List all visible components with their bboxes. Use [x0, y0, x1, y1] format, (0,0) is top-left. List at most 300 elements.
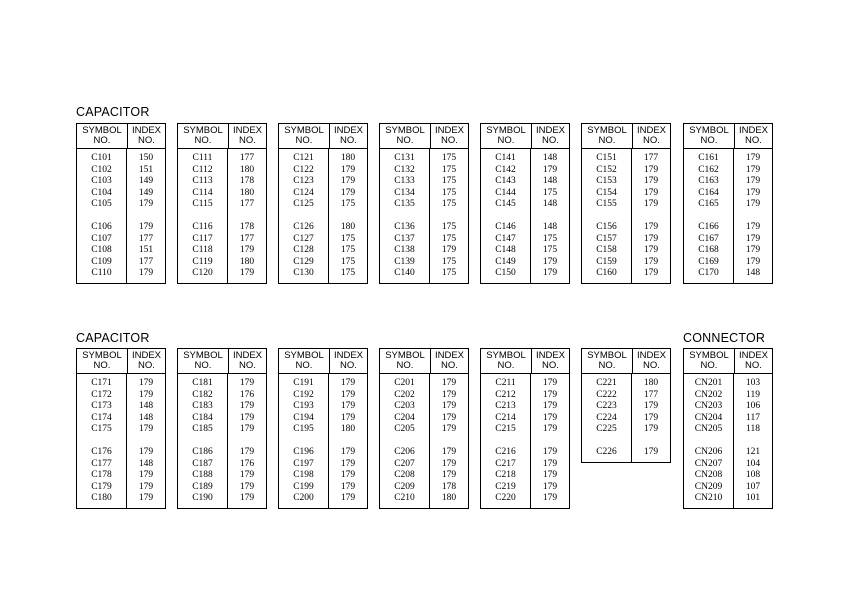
symbol-cell: C108 — [91, 245, 112, 255]
index-column — [734, 149, 772, 283]
symbol-cell: C177 — [91, 458, 112, 469]
symbol-column — [178, 149, 228, 283]
symbol-cell: C143 — [495, 176, 516, 186]
index-cell: 175 — [542, 245, 558, 255]
row-group-gap — [531, 436, 569, 448]
header-label: INDEX — [232, 350, 263, 361]
header-label: INDEX — [232, 125, 263, 136]
header-label: NO. — [93, 135, 111, 146]
index-cell: 179 — [441, 412, 457, 423]
table-header — [481, 124, 569, 149]
index-column — [127, 149, 165, 283]
symbol-cell: C201 — [394, 378, 415, 388]
symbol-cell: C133 — [394, 176, 415, 186]
symbol-cell: C104 — [91, 187, 112, 198]
header-label: SYMBOL — [486, 350, 526, 361]
symbol-no-header — [380, 124, 431, 148]
header-label: NO. — [295, 360, 313, 371]
symbol-cell: C134 — [394, 187, 415, 198]
index-column — [632, 374, 670, 462]
symbol-cell: CN202 — [694, 389, 723, 400]
symbol-cell: C197 — [293, 458, 314, 469]
index-cell: 180 — [441, 493, 457, 503]
header-label: SYMBOL — [82, 350, 122, 361]
index-cell: 179 — [239, 268, 255, 278]
symbol-cell: C131 — [394, 153, 415, 163]
header-label: NO. — [700, 135, 718, 146]
header-label: SYMBOL — [587, 350, 627, 361]
symbol-cell: C140 — [394, 268, 415, 278]
index-cell: 175 — [441, 256, 457, 267]
index-cell: 179 — [340, 458, 356, 469]
index-cell: 180 — [340, 153, 356, 163]
header-label: NO. — [643, 135, 660, 146]
symbol-cell: C206 — [394, 447, 415, 457]
index-cell: 179 — [340, 378, 356, 388]
header-label: NO. — [441, 360, 458, 371]
index-cell: 177 — [239, 199, 255, 209]
index-cell: 179 — [441, 424, 457, 434]
symbol-cell: C210 — [394, 493, 415, 503]
symbol-cell: C212 — [495, 389, 516, 400]
index-cell: 175 — [340, 233, 356, 244]
index-cell: 179 — [643, 424, 659, 434]
row-group-gap — [481, 211, 530, 223]
row-group-gap — [734, 436, 772, 448]
symbol-cell: C106 — [91, 222, 112, 232]
symbol-cell: C163 — [698, 176, 719, 186]
table-body — [380, 149, 468, 283]
symbol-cell: C223 — [596, 401, 617, 411]
symbol-no-header — [178, 124, 229, 148]
index-cell: 175 — [441, 199, 457, 209]
index-cell: 179 — [138, 493, 154, 503]
symbol-cell: CN201 — [694, 378, 723, 388]
index-table — [76, 123, 166, 284]
symbol-cell: C185 — [192, 424, 213, 434]
symbol-no-header — [684, 124, 735, 148]
table-header — [380, 349, 468, 374]
header-label: SYMBOL — [587, 125, 627, 136]
index-cell: 175 — [340, 199, 356, 209]
table-header — [582, 124, 670, 149]
index-cell: 175 — [340, 245, 356, 255]
symbol-cell: C107 — [91, 233, 112, 244]
symbol-cell: C149 — [495, 256, 516, 267]
index-cell: 178 — [239, 176, 255, 186]
index-cell: 179 — [643, 447, 659, 457]
table-header — [279, 349, 367, 374]
header-label: INDEX — [434, 125, 465, 136]
symbol-cell: C138 — [394, 245, 415, 255]
table-header — [380, 124, 468, 149]
index-column — [329, 374, 367, 508]
header-label: INDEX — [535, 350, 566, 361]
row-group-gap — [684, 436, 733, 448]
header-label: NO. — [497, 360, 515, 371]
index-cell: 118 — [746, 424, 760, 434]
index-no-header — [633, 124, 670, 148]
index-cell: 176 — [239, 458, 255, 469]
header-label: NO. — [396, 360, 414, 371]
index-cell: 179 — [340, 470, 356, 480]
row-group-gap — [178, 211, 227, 223]
index-column — [430, 149, 468, 283]
index-cell: 179 — [340, 447, 356, 457]
header-label: SYMBOL — [183, 125, 223, 136]
symbol-cell: C199 — [293, 481, 314, 492]
symbol-cell: C218 — [495, 470, 516, 480]
index-cell: 179 — [643, 256, 659, 267]
header-label: NO. — [138, 360, 155, 371]
row-group-gap — [77, 211, 126, 223]
symbol-column — [380, 149, 430, 283]
symbol-cell: C196 — [293, 447, 314, 457]
symbol-cell: C113 — [192, 176, 213, 186]
index-cell: 150 — [138, 153, 154, 163]
index-cell: 179 — [542, 481, 558, 492]
index-cell: 148 — [138, 458, 154, 469]
index-cell: 179 — [542, 401, 558, 411]
table-header — [77, 349, 165, 374]
symbol-cell: C209 — [394, 481, 415, 492]
index-column — [531, 374, 569, 508]
symbol-cell: C168 — [698, 245, 719, 255]
index-column — [127, 374, 165, 508]
index-cell: 148 — [542, 153, 558, 163]
index-column — [228, 149, 266, 283]
symbol-cell: C112 — [192, 164, 213, 175]
index-cell: 108 — [745, 470, 761, 480]
symbol-cell: C159 — [596, 256, 617, 267]
symbol-column — [178, 374, 228, 508]
header-label: INDEX — [636, 350, 667, 361]
symbol-cell: C202 — [394, 389, 415, 400]
symbol-cell: C101 — [91, 153, 112, 163]
index-table — [177, 348, 267, 509]
index-table — [177, 123, 267, 284]
index-cell: 179 — [138, 470, 154, 480]
symbol-cell: C154 — [596, 187, 617, 198]
symbol-cell: C198 — [293, 470, 314, 480]
symbol-column — [684, 149, 734, 283]
symbol-cell: C117 — [192, 233, 213, 244]
index-column — [632, 149, 670, 283]
symbol-cell: C182 — [192, 389, 213, 400]
header-label: INDEX — [738, 350, 769, 361]
index-cell: 176 — [239, 389, 255, 400]
index-cell: 178 — [239, 222, 255, 232]
symbol-cell: CN205 — [694, 424, 723, 434]
header-label: NO. — [396, 135, 414, 146]
index-cell: 179 — [643, 245, 659, 255]
index-cell: 179 — [340, 187, 356, 198]
symbol-cell: C214 — [495, 412, 516, 423]
symbol-cell: C132 — [394, 164, 415, 175]
row-group-gap — [684, 211, 733, 223]
header-label: NO. — [598, 360, 616, 371]
symbol-cell: C153 — [596, 176, 617, 186]
row-group-gap — [430, 436, 468, 448]
symbol-cell: CN204 — [694, 412, 723, 423]
section-title-capacitor-1: CAPACITOR — [76, 105, 150, 119]
index-cell: 179 — [643, 268, 659, 278]
symbol-cell: C142 — [495, 164, 516, 175]
index-no-header — [735, 349, 772, 373]
index-cell: 179 — [441, 470, 457, 480]
table-header — [77, 124, 165, 149]
symbol-column — [582, 149, 632, 283]
symbol-cell: C175 — [91, 424, 112, 434]
row-group-gap — [329, 211, 367, 223]
symbol-cell: C217 — [495, 458, 516, 469]
symbol-cell: C111 — [192, 153, 213, 163]
index-table — [480, 348, 570, 509]
header-label: NO. — [643, 360, 660, 371]
table-body — [481, 374, 569, 508]
row-group-gap — [734, 211, 772, 223]
symbol-cell: C161 — [698, 153, 719, 163]
index-no-header — [735, 124, 772, 148]
index-cell: 179 — [745, 245, 761, 255]
symbol-cell: C152 — [596, 164, 617, 175]
table-body — [178, 149, 266, 283]
symbol-cell: C151 — [596, 153, 617, 163]
index-cell: 179 — [239, 447, 255, 457]
header-label: SYMBOL — [689, 125, 729, 136]
symbol-cell: CN210 — [694, 493, 723, 503]
symbol-column — [481, 149, 531, 283]
symbol-cell: C110 — [91, 268, 112, 278]
index-table — [379, 123, 469, 284]
row-group-gap — [531, 211, 569, 223]
index-cell: 179 — [745, 153, 761, 163]
symbol-cell: C172 — [91, 389, 112, 400]
table-header — [684, 124, 772, 149]
header-label: INDEX — [333, 125, 364, 136]
index-table — [480, 123, 570, 284]
symbol-cell: C147 — [495, 233, 516, 244]
header-label: INDEX — [738, 125, 769, 136]
symbol-cell: C150 — [495, 268, 516, 278]
index-cell: 179 — [340, 481, 356, 492]
header-label: INDEX — [535, 125, 566, 136]
symbol-cell: C187 — [192, 458, 213, 469]
index-cell: 180 — [340, 222, 356, 232]
symbol-column — [279, 374, 329, 508]
index-cell: 179 — [542, 493, 558, 503]
index-cell: 179 — [643, 164, 659, 175]
row-group-gap — [279, 211, 328, 223]
index-no-header — [229, 349, 266, 373]
table-body — [380, 374, 468, 508]
index-cell: 177 — [643, 389, 659, 400]
index-cell: 107 — [745, 481, 761, 492]
symbol-cell: C211 — [495, 378, 516, 388]
index-cell: 179 — [239, 378, 255, 388]
symbol-cell: C181 — [192, 378, 213, 388]
index-cell: 179 — [340, 493, 356, 503]
symbol-no-header — [582, 124, 633, 148]
index-cell: 179 — [239, 481, 255, 492]
index-cell: 179 — [643, 412, 659, 423]
index-cell: 121 — [745, 447, 761, 457]
symbol-no-header — [582, 349, 633, 373]
table-body — [178, 374, 266, 508]
symbol-cell: C178 — [91, 470, 112, 480]
index-table — [683, 123, 773, 284]
symbol-cell: C120 — [192, 268, 213, 278]
header-label: NO. — [745, 135, 762, 146]
index-table — [76, 348, 166, 509]
header-label: INDEX — [434, 350, 465, 361]
symbol-cell: C129 — [293, 256, 314, 267]
symbol-cell: C102 — [91, 164, 112, 175]
symbol-cell: C114 — [192, 187, 213, 198]
section-title-connector: CONNECTOR — [683, 331, 766, 345]
table-body — [481, 149, 569, 283]
index-cell: 179 — [138, 378, 154, 388]
symbol-cell: C225 — [596, 424, 617, 434]
header-label: NO. — [239, 135, 256, 146]
symbol-cell: C103 — [91, 176, 112, 186]
index-no-header — [633, 349, 670, 373]
symbol-cell: C105 — [91, 199, 112, 209]
symbol-column — [582, 374, 632, 462]
index-cell: 175 — [441, 164, 457, 175]
index-table — [581, 123, 671, 284]
header-label: INDEX — [131, 125, 162, 136]
index-cell: 179 — [340, 164, 356, 175]
symbol-no-header — [77, 124, 128, 148]
table-body — [279, 374, 367, 508]
header-label: NO. — [497, 135, 515, 146]
index-cell: 175 — [340, 256, 356, 267]
symbol-column — [684, 374, 734, 508]
index-cell: 148 — [542, 222, 558, 232]
row-group-gap — [380, 436, 429, 448]
symbol-cell: C124 — [293, 187, 314, 198]
symbol-no-header — [77, 349, 128, 373]
index-column — [531, 149, 569, 283]
row-group-gap — [228, 211, 266, 223]
table-header — [178, 124, 266, 149]
header-label: NO. — [598, 135, 616, 146]
index-cell: 177 — [239, 153, 255, 163]
index-no-header — [128, 349, 165, 373]
index-no-header — [431, 124, 468, 148]
row-group-gap — [632, 211, 670, 223]
row-group-gap — [380, 211, 429, 223]
header-label: NO. — [441, 135, 458, 146]
symbol-cell: C191 — [293, 378, 314, 388]
index-cell: 179 — [441, 378, 457, 388]
index-cell: 179 — [340, 389, 356, 400]
row-group-gap — [228, 436, 266, 448]
index-cell: 149 — [138, 176, 154, 186]
index-table — [278, 123, 368, 284]
symbol-cell: CN207 — [694, 458, 723, 469]
symbol-column — [279, 149, 329, 283]
index-cell: 177 — [138, 256, 154, 267]
symbol-cell: C119 — [192, 256, 213, 267]
index-column — [228, 374, 266, 508]
index-cell: 179 — [138, 481, 154, 492]
index-cell: 175 — [542, 233, 558, 244]
symbol-cell: C192 — [293, 389, 314, 400]
index-cell: 179 — [542, 256, 558, 267]
index-no-header — [330, 349, 367, 373]
symbol-cell: C156 — [596, 222, 617, 232]
index-cell: 179 — [542, 458, 558, 469]
symbol-cell: CN206 — [694, 447, 723, 457]
symbol-cell: C184 — [192, 412, 213, 423]
index-cell: 180 — [643, 378, 659, 388]
index-cell: 177 — [643, 153, 659, 163]
symbol-cell: C115 — [192, 199, 213, 209]
symbol-cell: C213 — [495, 401, 516, 411]
index-cell: 179 — [340, 401, 356, 411]
index-cell: 180 — [340, 424, 356, 434]
symbol-cell: C155 — [596, 199, 617, 209]
index-cell: 179 — [643, 233, 659, 244]
index-column — [734, 374, 772, 508]
symbol-cell: C116 — [192, 222, 213, 232]
header-label: INDEX — [636, 125, 667, 136]
index-column — [329, 149, 367, 283]
index-cell: 175 — [441, 268, 457, 278]
symbol-no-header — [178, 349, 229, 373]
header-label: INDEX — [131, 350, 162, 361]
index-cell: 175 — [441, 233, 457, 244]
header-label: NO. — [542, 360, 559, 371]
index-cell: 148 — [542, 199, 558, 209]
symbol-cell: CN209 — [694, 481, 723, 492]
table-header — [684, 349, 772, 374]
header-label: NO. — [93, 360, 111, 371]
index-cell: 179 — [745, 233, 761, 244]
symbol-cell: C208 — [394, 470, 415, 480]
symbol-no-header — [279, 124, 330, 148]
symbol-cell: C126 — [293, 222, 314, 232]
index-no-header — [330, 124, 367, 148]
row-group-gap — [329, 436, 367, 448]
header-label: SYMBOL — [689, 350, 729, 361]
symbol-cell: C164 — [698, 187, 719, 198]
header-label: SYMBOL — [82, 125, 122, 136]
symbol-column — [77, 149, 127, 283]
index-cell: 148 — [138, 412, 154, 423]
symbol-cell: C127 — [293, 233, 314, 244]
index-cell: 106 — [745, 401, 761, 411]
index-cell: 151 — [138, 245, 154, 255]
index-cell: 179 — [542, 268, 558, 278]
index-cell: 180 — [239, 256, 255, 267]
header-label: NO. — [745, 360, 762, 371]
index-cell: 179 — [643, 187, 659, 198]
header-label: NO. — [295, 135, 313, 146]
symbol-cell: C188 — [192, 470, 213, 480]
symbol-cell: C141 — [495, 153, 516, 163]
index-column — [430, 374, 468, 508]
table-body — [77, 374, 165, 508]
table-body — [582, 149, 670, 283]
symbol-cell: C166 — [698, 222, 719, 232]
index-cell: 104 — [745, 458, 761, 469]
symbol-cell: C200 — [293, 493, 314, 503]
index-cell: 148 — [745, 268, 761, 278]
index-cell: 179 — [138, 268, 154, 278]
